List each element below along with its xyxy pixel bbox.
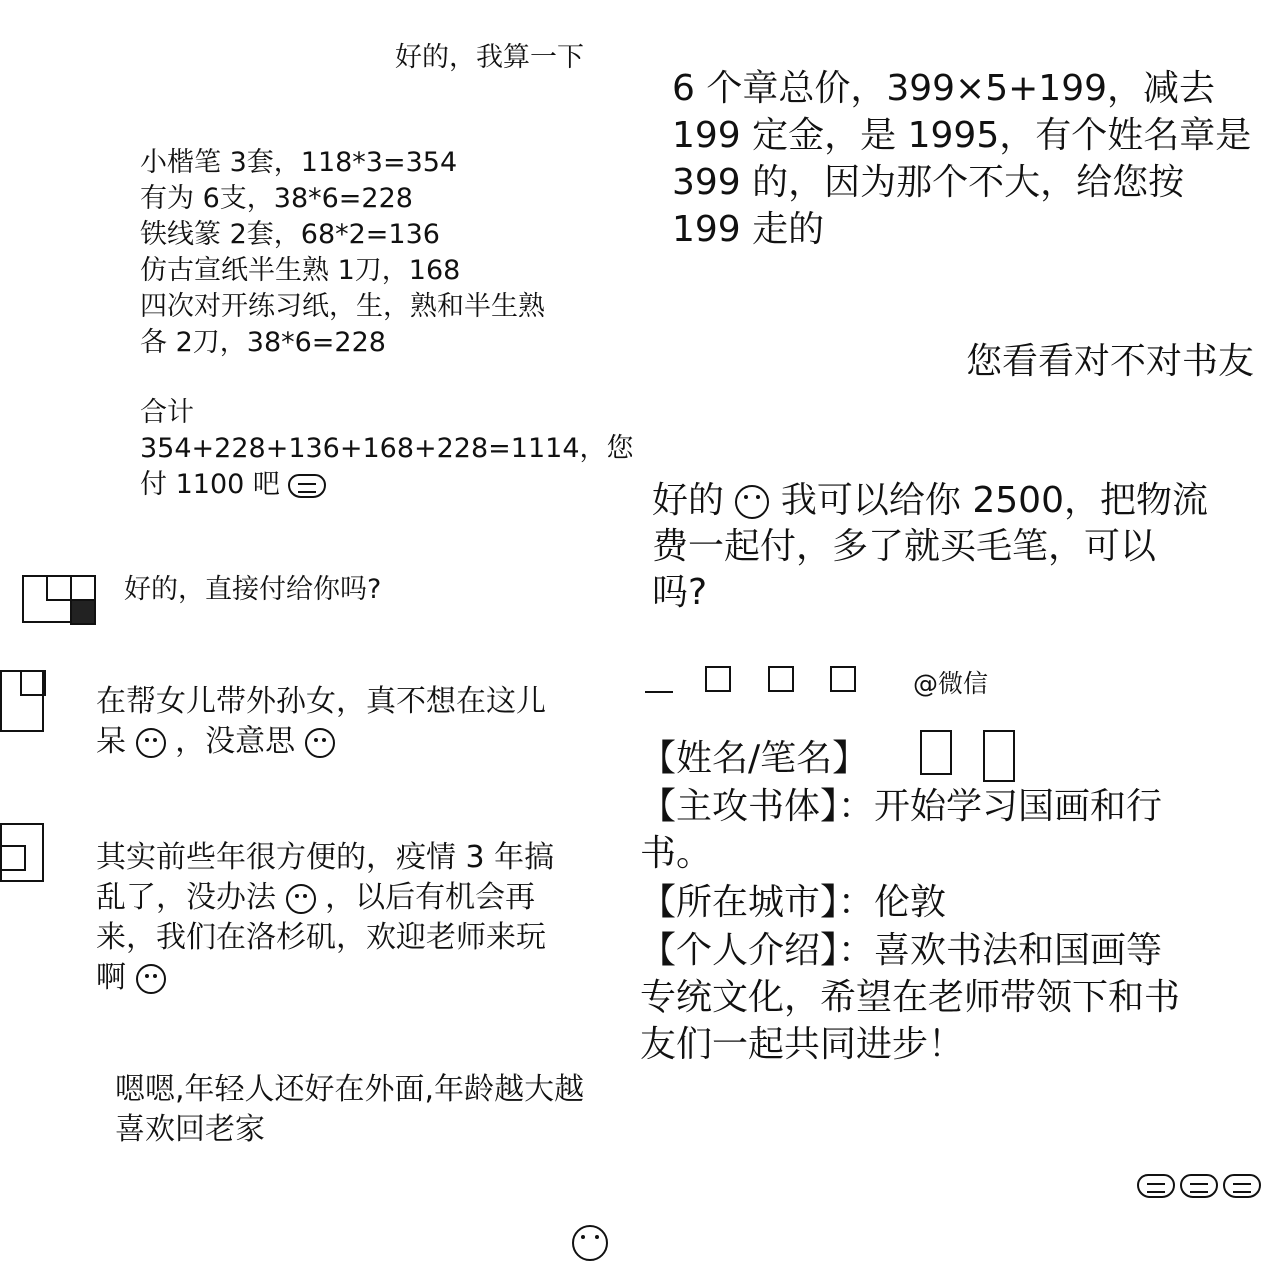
bottom-smile-icon bbox=[572, 1225, 608, 1261]
order-total-pay bbox=[140, 467, 326, 503]
payment-message-line-1-suffix: 我可以给你 2500，把物流 bbox=[780, 480, 1208, 521]
handshake-icon bbox=[1223, 1174, 1261, 1198]
smile-face-icon bbox=[286, 884, 316, 914]
ok-hand-icon bbox=[735, 485, 769, 519]
grandchild-message-line-1: 在帮女儿带外孙女，真不想在这儿 bbox=[96, 684, 546, 719]
smile-face-icon bbox=[572, 1225, 608, 1261]
square-placeholder-icon bbox=[920, 730, 952, 775]
profile-style-line: 【主攻书体】：开始学习国画和行 书。 bbox=[640, 786, 1163, 874]
covid-message-line-2-prefix: 乱了，没办法 bbox=[96, 880, 276, 915]
payment-message-line-1-prefix: 好的 bbox=[652, 480, 725, 521]
profile-city-line: 【所在城市】：伦敦 bbox=[640, 882, 947, 923]
covid-message-line-4-text: 啊 bbox=[96, 960, 126, 995]
profile-name-line: 【姓名/笔名】 bbox=[640, 738, 869, 779]
square-placeholder-icon bbox=[705, 666, 731, 692]
square-placeholder-icon bbox=[768, 666, 794, 692]
stamp-price-message: 6 个章总价，399×5+199，减去 199 定金，是 1995，有个姓名章是 399 的，因为那个不大，给您按 199 走的 bbox=[672, 68, 1252, 250]
calculation-intro: 好的，我算一下 bbox=[395, 42, 584, 73]
grandchild-message-line-2 bbox=[96, 722, 335, 762]
covid-message-line-3: 来，我们在洛杉矶，欢迎老师来玩 bbox=[96, 920, 546, 955]
covid-message-line-2 bbox=[96, 878, 535, 918]
covid-message-line-4 bbox=[96, 958, 166, 998]
profile-intro-line: 【个人介绍】：喜欢书法和国画等 专统文化，希望在老师带领下和书 友们一起共同进步！ bbox=[640, 930, 1181, 1065]
grandchild-message-prefix: 呆 bbox=[96, 724, 126, 759]
hometown-message: 嗯嗯,年轻人还好在外面,年龄越大越 喜欢回老家 bbox=[115, 1072, 585, 1147]
wechat-label: @微信 bbox=[913, 669, 989, 698]
square-placeholder-icon bbox=[983, 730, 1015, 782]
order-total-label: 合计 bbox=[140, 397, 194, 428]
check-message: 您看看对不对书友 bbox=[966, 341, 1255, 382]
order-total-formula: 354+228+136+168+228=1114，您 bbox=[140, 433, 634, 464]
order-total-pay-text: 付 1100 吧 bbox=[140, 469, 280, 500]
handshake-icon bbox=[1180, 1174, 1218, 1198]
payment-message-line-1 bbox=[652, 477, 1208, 524]
handshake-icon bbox=[288, 474, 326, 498]
payment-message-line-3: 吗? bbox=[652, 572, 708, 613]
square-placeholder-icon bbox=[645, 669, 673, 693]
payment-message-line-2: 费一起付，多了就买毛笔，可以 bbox=[652, 526, 1157, 567]
square-placeholder-icon bbox=[20, 670, 46, 696]
covid-message-line-1: 其实前些年很方便的，疫情 3 年搞 bbox=[96, 840, 555, 875]
handshake-icon bbox=[1137, 1174, 1175, 1198]
square-placeholder-icon bbox=[46, 575, 72, 601]
grandchild-message-suffix: ，没意思 bbox=[175, 724, 296, 759]
square-placeholder-icon bbox=[0, 845, 26, 871]
covid-message-line-2-suffix: ，以后有机会再 bbox=[325, 880, 536, 915]
square-placeholder-icon bbox=[830, 666, 856, 692]
sad-face-icon bbox=[136, 728, 166, 758]
square-placeholder-icon bbox=[70, 599, 96, 625]
order-breakdown: 小楷笔 3套，118*3=354 有为 6支，38*6=228 铁线篆 2套，68*2=136 仿古宣纸半生熟 1刀，168 四次对开练习纸，生，熟和半生熟 各 2刀，38*6=228 bbox=[140, 147, 545, 358]
smile-face-icon bbox=[136, 964, 166, 994]
handshake-icons bbox=[1137, 1174, 1275, 1210]
smile-face-icon bbox=[305, 728, 335, 758]
confirm-question: 好的，直接付给你吗? bbox=[124, 574, 382, 605]
